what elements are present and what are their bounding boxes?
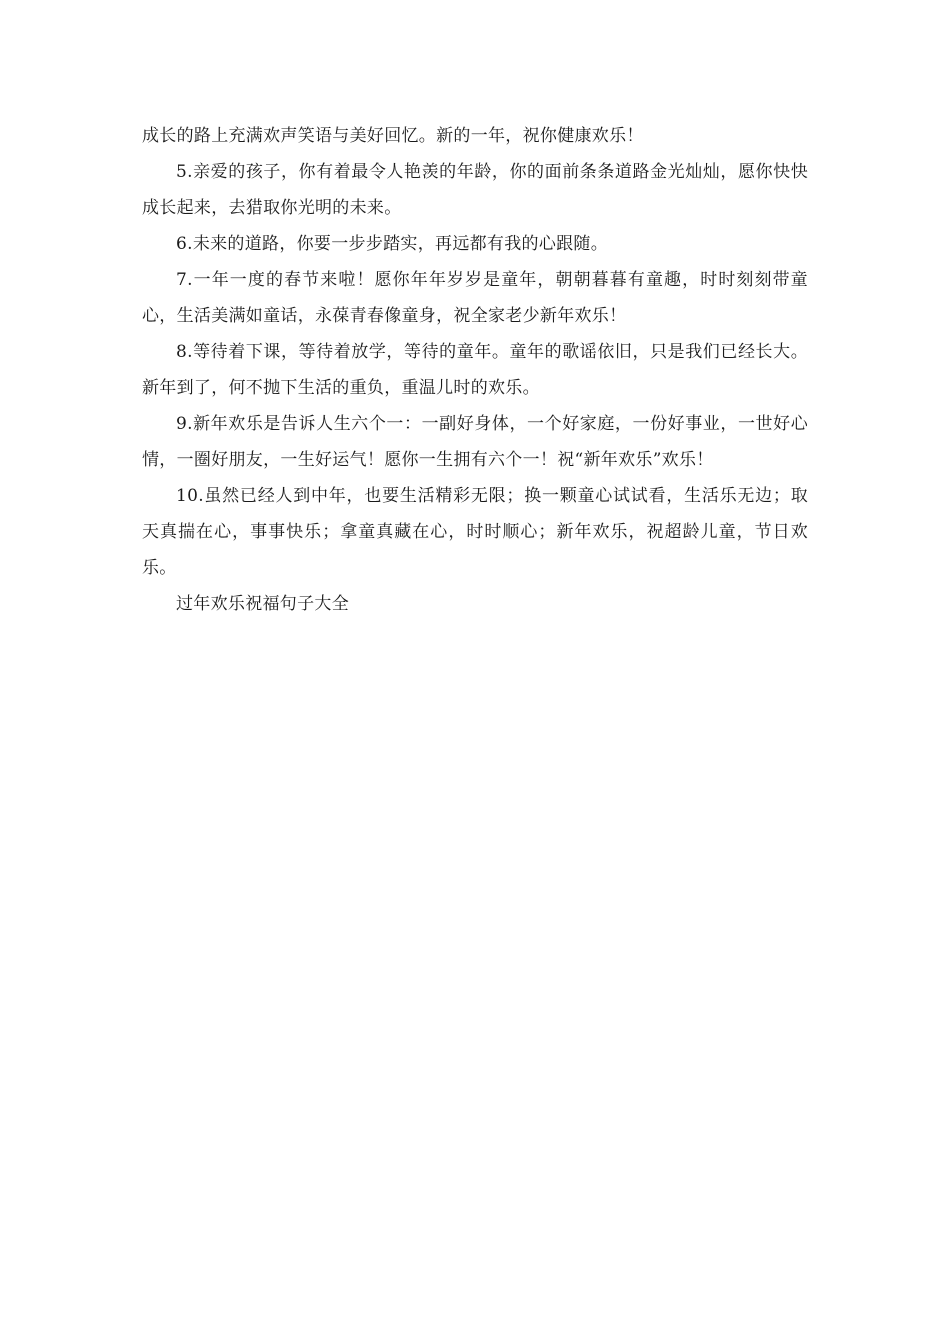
paragraph-item-6: 6.未来的道路，你要一步步踏实，再远都有我的心跟随。 bbox=[176, 234, 609, 254]
paragraph-item-7: 7.一年一度的春节来啦！愿你年年岁岁是童年，朝朝暮暮有童趣，时时刻刻带童心，生活美满如童话，永葆青春像童身，祝全家老少新年欢乐！ bbox=[142, 270, 808, 326]
section-heading: 过年欢乐祝福句子大全 bbox=[176, 594, 349, 614]
paragraph-item-10: 10.虽然已经人到中年，也要生活精彩无限；换一颗童心试试看，生活乐无边；取天真揣在心，事事快乐；拿童真藏在心，时时顺心；新年欢乐，祝超龄儿童，节日欢乐。 bbox=[142, 486, 808, 578]
paragraph-continuation: 成长的路上充满欢声笑语与美好回忆。新的一年，祝你健康欢乐！ bbox=[142, 126, 644, 146]
paragraph-item-5: 5.亲爱的孩子，你有着最令人艳羡的年龄，你的面前条条道路金光灿灿，愿你快快成长起来，去猎取你光明的未来。 bbox=[142, 162, 808, 218]
paragraph-item-8: 8.等待着下课，等待着放学，等待的童年。童年的歌谣依旧，只是我们已经长大。新年到了，何不抛下生活的重负，重温儿时的欢乐。 bbox=[142, 342, 808, 398]
paragraph-item-9: 9.新年欢乐是告诉人生六个一：一副好身体，一个好家庭，一份好事业，一世好心情，一圈好朋友，一生好运气！愿你一生拥有六个一！祝“新年欢乐”欢乐！ bbox=[142, 414, 808, 470]
document-body bbox=[142, 118, 808, 622]
